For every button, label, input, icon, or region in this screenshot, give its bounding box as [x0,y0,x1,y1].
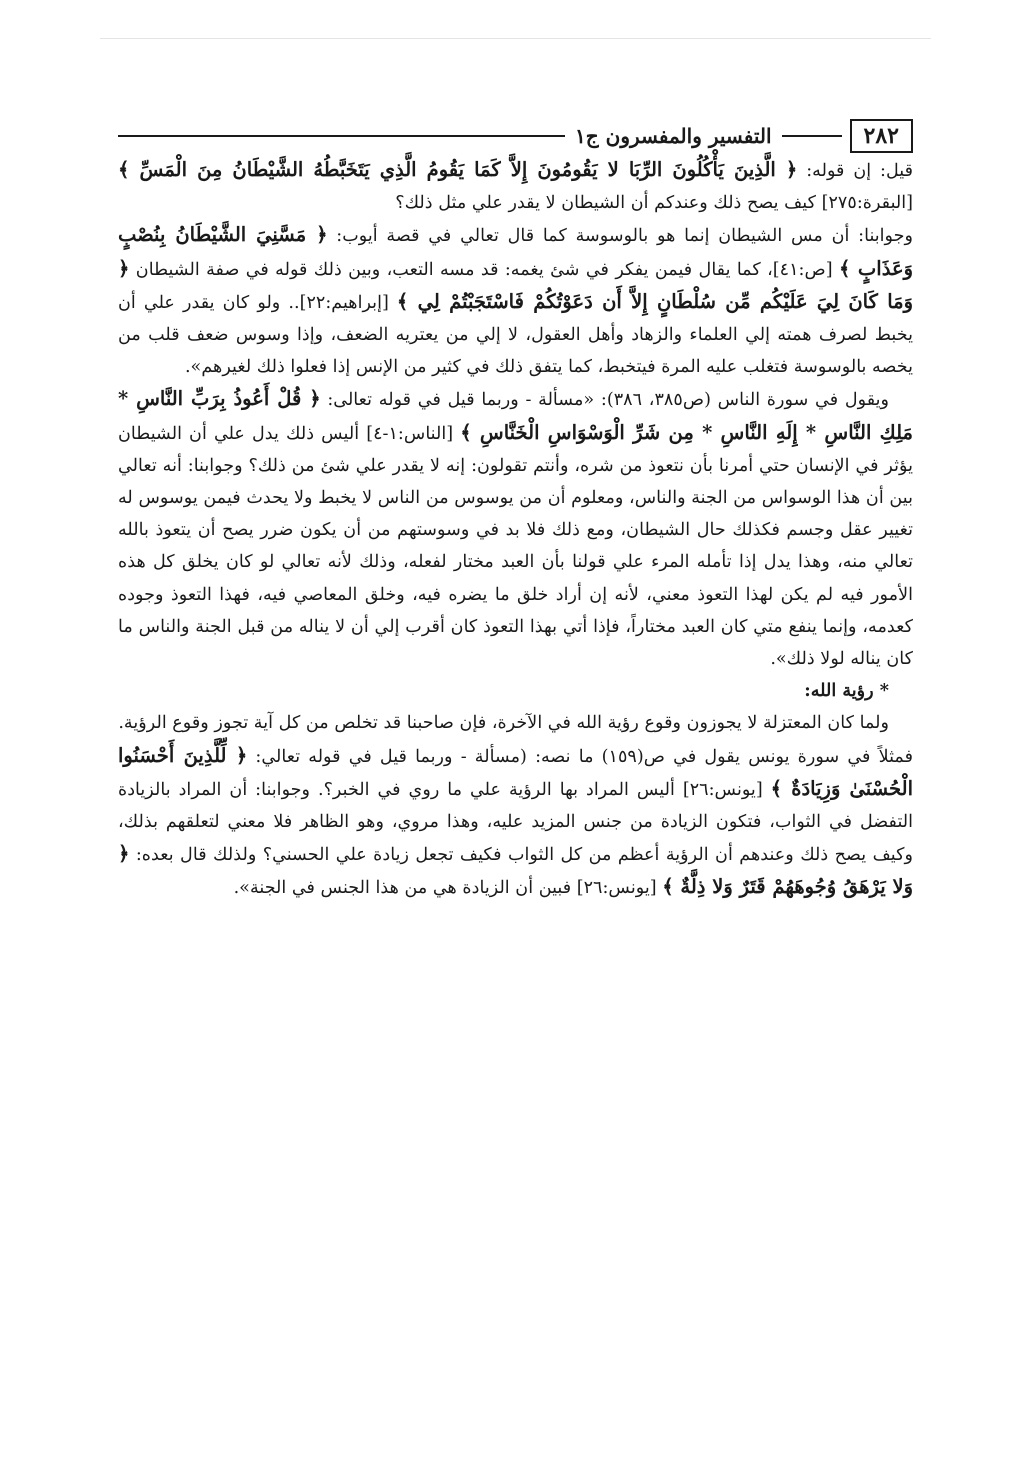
text-run: قيل: إن قوله: [797,161,913,181]
paragraph [118,740,913,905]
paragraph [118,154,913,219]
text-run: [يونس:٢٦] أليس المراد بها الرؤية علي ما روي في الخبر؟. وجوابنا: أن المراد بالزيادة التفضل في الثواب، فتكون الزيادة من جنس المزيد عليه، وهذا مروي، وهو الظاهر فلا معني لتعلقهم بذلك، وكيف يصح ذلك وعندهم أن الرؤية أعظم من كل الثواب فكيف تجعل زيادة علي الحسني؟ ولذلك قال بعده: [118,779,913,866]
paragraph [118,707,913,739]
quran-verse: ﴿ الَّذِينَ يَأْكُلُونَ الرِّبَا لا يَقُومُونَ إِلاَّ كَمَا يَقُومُ الَّذِي يَتَخَبَّطُهُ الشَّيْطَانُ مِنَ الْمَسِّ ﴾ [118,158,798,181]
text-run: [ص:٤١]، كما يقال فيمن يفكر في شئ يغمه: قد مسه التعب، وبين ذلك قوله في صفة الشيطان [129,259,839,280]
quran-verse: ﴿ قُلْ أَعُوذُ بِرَبِّ النَّاسِ * مَلِكِ النَّاسِ * إِلَهِ النَّاسِ * مِن شَرِّ الْوَسْوَاسِ الْخَنَّاسِ ﴾ [118,387,913,444]
quran-verse: ﴿ وَمَا كَانَ لِيَ عَلَيْكُم مِّن سُلْطَانٍ إِلاَّ أَن دَعَوْتُكُمْ فَاسْتَجَبْتُمْ لِي ﴾ [118,256,913,313]
text-run: ولما كان المعتزلة لا يجوزون وقوع رؤية الله في الآخرة، فإن صاحبنا قد تخلص من كل آية تجوز وقوع الرؤية. [118,713,889,734]
quran-verse: ﴿ وَلا يَرْهَقُ وُجُوهَهُمْ قَتَرٌ وَلا ذِلَّةٌ ﴾ [118,842,913,899]
quran-verse: ﴿ مَسَّنِيَ الشَّيْطَانُ بِنُصْبٍ وَعَذَابٍ ﴾ [118,223,913,280]
paragraph [118,219,913,383]
header-rule-left [118,135,565,137]
book-page [118,118,913,905]
scan-edge-line [100,38,931,39]
page-number: ٢٨٢ [850,119,913,153]
header-rule-right [782,135,842,137]
text-run: فمثلاً في سورة يونس يقول في ص(١٥٩) ما نصه: (مسألة - وربما قيل في قوله تعالي: [247,746,913,767]
text-run: [البقرة:٢٧٥] كيف يصح ذلك وعندكم أن الشيطان لا يقدر علي مثل ذلك؟ [395,193,913,214]
running-header [118,118,913,154]
text-run: وجوابنا: أن مس الشيطان إنما هو بالوسوسة كما قال تعالي في قصة أيوب: [327,226,913,247]
text-run: ويقول في سورة الناس (ص٣٨٥، ٣٨٦): «مسألة - وربما قيل في قوله تعالى: [320,390,890,411]
quran-verse: ﴿ لِّلَّذِينَ أَحْسَنُوا الْحُسْنَىٰ وَزِيَادَةٌ ﴾ [118,743,913,800]
text-run: [يونس:٢٦] فبين أن الزيادة هي من هذا الجنس في الجنة». [233,878,663,899]
text-run: * رؤية الله: [804,680,889,702]
paragraph [118,383,913,675]
section-heading [118,675,913,707]
text-run: [الناس:١-٤] أليس ذلك يدل علي أن الشيطان يؤثر في الإنسان حتي أمرنا بأن نتعوذ من شره، وأنتم تقولون: إنه لا يقدر علي شئ من ذلك؟ وجوابنا: أنه تعالي بين أن هذا الوسواس من الجنة والناس، ومعلوم أن من يوسوس من الناس لا يخبط ولا يحدث فيمن يوسوس له تغيير عقل وجسم فكذلك حال الشيطان، ومع ذلك فلا بد في وسوستهم من أن يكون ضرر يصح أن يتعوذ بالله تعالي منه، وهذا يدل إذا تأمله المرء علي قولنا بأن العبد مختار لفعله، وذلك لأنه تعالي لو كان يخلق كل هذه الأمور فيه لم يكن لهذا التعوذ معني، لأنه إن أراد خلق ما يضره فيه، وخلق المعاصي فيه، فهذا التعوذ وجوده كعدمه، وإنما ينفع متي كان العبد مختاراً، فإذا أتي بهذا التعوذ كان أقرب إلي أن لا يناله من قبل الجنة والناس ما كان يناله لولا ذلك». [118,423,913,670]
page-body [118,154,913,905]
running-title: التفسير والمفسرون ج١ [575,124,772,148]
text-run: [إبراهيم:٢٢].. ولو كان يقدر علي أن يخبط لصرف همته إلي العلماء والزهاد وأهل العقول، لا إلي من يعتريه الضعف، وإذا وسوس ضعف قلب من يخصه بالوسوسة فتغلب عليه المرة فيتخبط، كما يتفق ذلك في كثير من الإنس إذا فعلوا ذلك لغيرهم». [118,292,913,378]
